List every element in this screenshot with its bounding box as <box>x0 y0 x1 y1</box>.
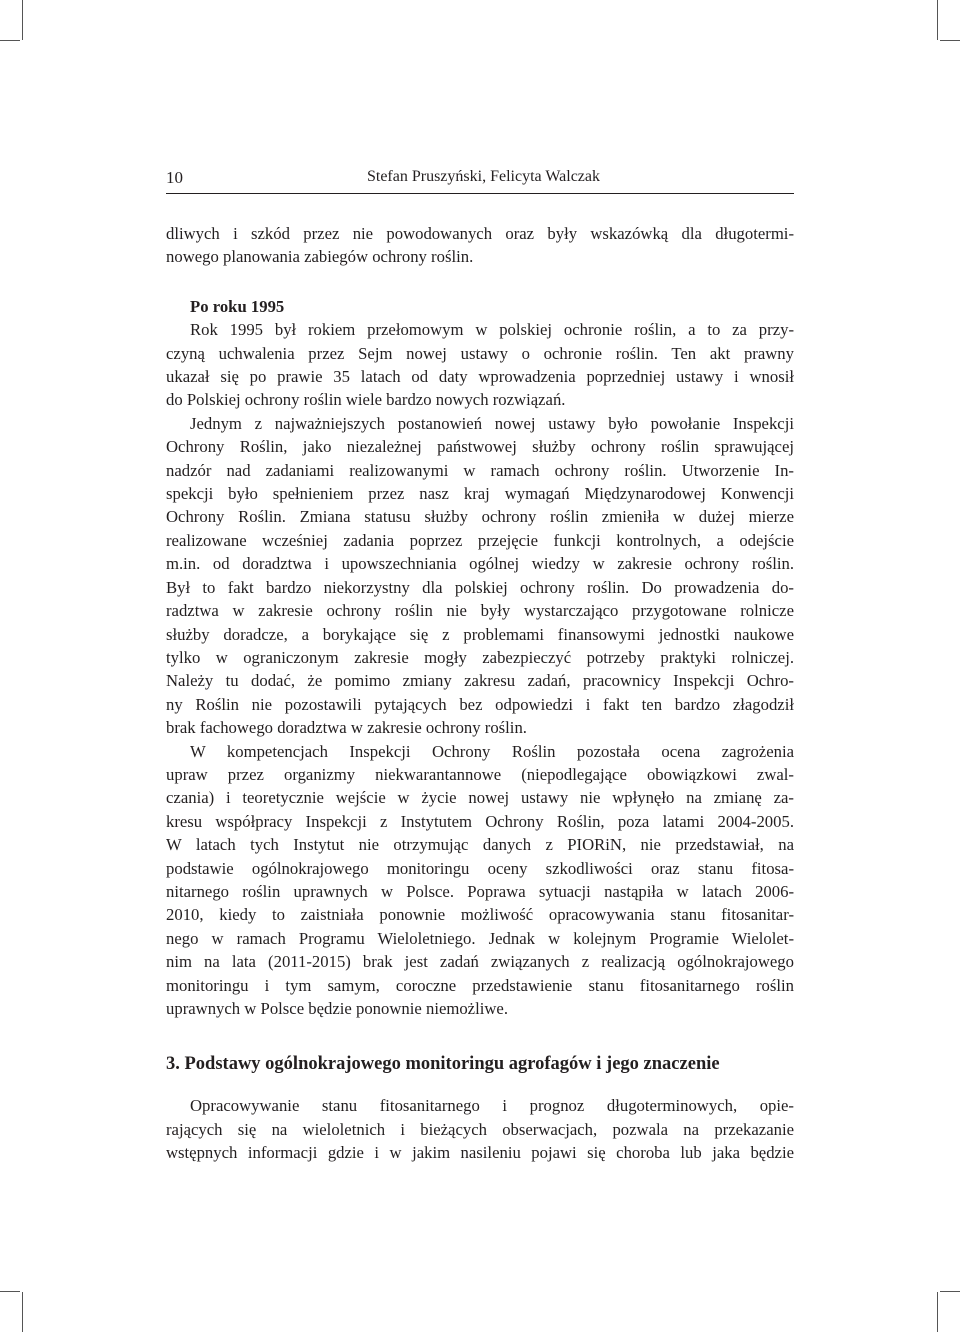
text-line: monitoringu i tym samym, coroczne przedstawienie stanu fitosanitarnego roślin <box>166 975 794 995</box>
running-header <box>166 166 794 192</box>
text-line: dliwych i szkód przez nie powodowanych oraz były wskazówką dla długotermi- <box>166 224 794 243</box>
crop-mark-bottom-right-h <box>940 1291 960 1292</box>
paragraph-3 <box>166 740 794 1021</box>
text-line: czania) i teoretycznie wejście w życie nowej ustawy nie wpłynęło na zmianę za- <box>166 788 794 808</box>
text-line: ny Roślin nie pozostawili pytających bez odpowiedzi i fakt ten bardzo złagodził <box>166 694 794 714</box>
text-line: Rok 1995 był rokiem przełomowym w polskiej ochronie roślin, a to za przy- <box>190 320 794 340</box>
text-line: m.in. od doradztwa i upowszechniania ogólnej wiedzy w zakresie ochrony roślin. <box>166 554 794 574</box>
text-line: nowego planowania zabiegów ochrony roślin. <box>166 247 474 267</box>
text-line: uprawnych w Polsce będzie ponownie niemożliwe. <box>166 999 508 1018</box>
text-line: realizowane wcześniej zadania poprzez przejęcie funkcji kontrolnych, a odejście <box>166 530 794 550</box>
text-line: Ochrony Roślin. Zmiana statusu służby ochrony roślin zmieniła w dużej mierze <box>166 507 794 527</box>
text-line: brak fachowego doradztwa w zakresie ochrony roślin. <box>166 718 527 738</box>
subheading: Po roku 1995 <box>190 296 285 316</box>
crop-mark-top-left-v <box>22 0 23 40</box>
crop-mark-bottom-right-v <box>937 1292 938 1332</box>
section-heading: 3. Podstawy ogólnokrajowego monitoringu agrofagów i jego znaczenie <box>166 1054 720 1075</box>
crop-mark-bottom-left-v <box>22 1292 23 1332</box>
text-line: Należy tu dodać, że pomimo zmiany zakresu zadań, pracownicy Inspekcji Ochro- <box>166 671 794 691</box>
intro-paragraph <box>166 222 794 269</box>
text-line: Opracowywanie stanu fitosanitarnego i prognoz długoterminowych, opie- <box>190 1096 794 1116</box>
text-line: kresu współpracy Inspekcji z Instytutem Ochrony Roślin, poza latami 2004-2005. <box>166 811 794 831</box>
text-line: do Polskiej ochrony roślin wiele bardzo nowych rozwiązań. <box>166 390 566 410</box>
text-line: czyną uchwalenia przez Sejm nowej ustawy o ochronie roślin. Ten akt prawny <box>166 343 794 363</box>
text-line: ukazał się po prawie 35 latach od daty wprowadzenia poprzedniej ustawy i wnosił <box>166 367 794 387</box>
text-line: służby doradcze, a borykające się z problemami finansowymi jednostki naukowe <box>166 624 794 644</box>
text-line: upraw przez organizmy niekwarantannowe (niepodlegające obowiązkowi zwal- <box>166 764 794 784</box>
crop-mark-top-right-v <box>937 0 938 40</box>
text-line: podstawie ogólnokrajowego monitoringu oceny szkodliwości oraz stanu fitosa- <box>166 858 794 878</box>
text-line: nadzór nad zadaniami realizowanymi w ramach ochrony roślin. Utworzenie In- <box>166 460 794 480</box>
text-line: Ochrony Roślin, jako niezależnej państwowej służby ochrony roślin sprawującej <box>166 437 794 457</box>
crop-mark-top-left-h <box>0 40 20 41</box>
text-line: wstępnych informacji gdzie i w jakim nasileniu pojawi się choroba lub jaka będzie <box>166 1143 794 1163</box>
crop-mark-top-right-h <box>940 40 960 41</box>
text-line: Jednym z najważniejszych postanowień nowej ustawy było powołanie Inspekcji <box>190 413 794 433</box>
text-line: nego w ramach Programu Wieloletniego. Jednak w kolejnym Programie Wielolet- <box>166 928 794 948</box>
paragraph-1 <box>166 318 794 412</box>
text-line: W latach tych Instytut nie otrzymując danych z PIORiN, nie przedstawiał, na <box>166 835 794 855</box>
paragraph-2 <box>166 412 794 740</box>
text-line: 2010, kiedy to zaistniała ponownie możliwość opracowywania stanu fitosanitar- <box>166 905 794 925</box>
page-number: 10 <box>166 168 183 187</box>
text-line: tylko w ograniczonym zakresie mogły zabezpieczyć potrzeby praktyki rolniczej. <box>166 647 794 667</box>
text-line: radztwa w zakresie ochrony roślin nie były wystarczająco przygotowane rolnicze <box>166 601 794 621</box>
text-line: spekcji było spełnieniem przez nasz kraj wymagań Międzynarodowej Konwencji <box>166 484 794 504</box>
crop-mark-bottom-left-h <box>0 1291 20 1292</box>
text-line: rających się na wieloletnich i bieżących obserwacjach, pozwala na przekazanie <box>166 1119 794 1139</box>
header-rule <box>166 193 794 194</box>
text-line: nitarnego roślin uprawnych w Polsce. Poprawa sytuacji nastąpiła w latach 2006- <box>166 881 794 901</box>
text-line: Był to fakt bardzo niekorzystny dla polskiej ochrony roślin. Do prowadzenia do- <box>166 577 794 597</box>
text-line: nim na lata (2011-2015) brak jest zadań związanych z realizacją ogólnokrajowego <box>166 952 794 972</box>
running-head-authors: Stefan Pruszyński, Felicyta Walczak <box>366 168 600 185</box>
text-line: W kompetencjach Inspekcji Ochrony Roślin pozostała ocena zagrożenia <box>190 741 794 761</box>
paragraph-4 <box>166 1094 794 1164</box>
body-text <box>166 222 794 1165</box>
